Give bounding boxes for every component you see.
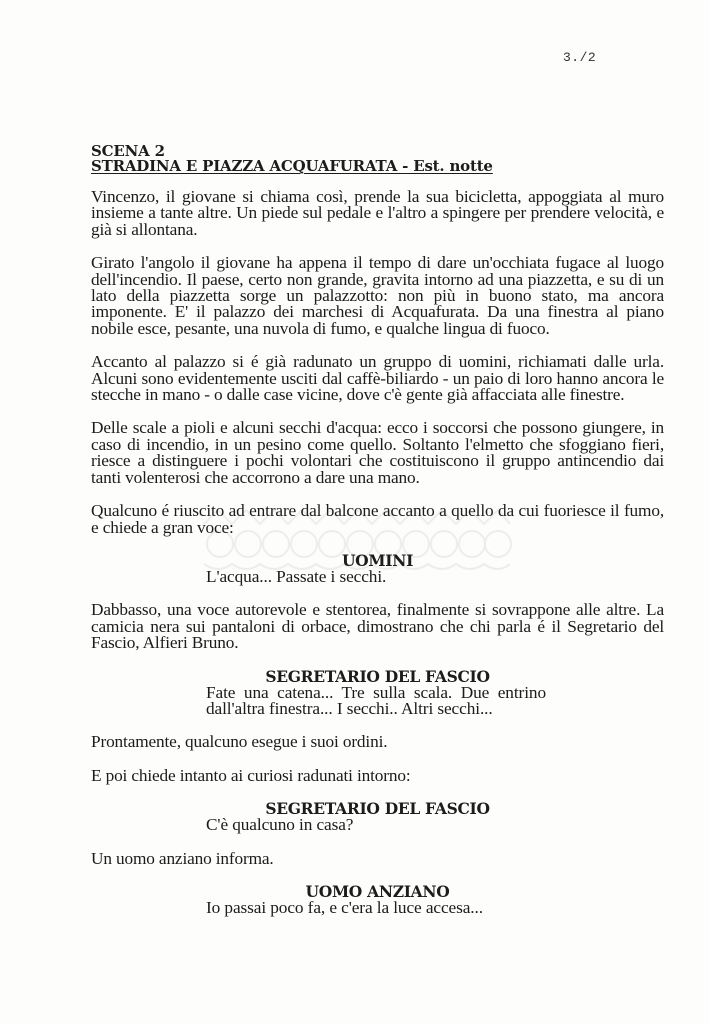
page-number: 3./2 [563,50,597,65]
action-paragraph: Girato l'angolo il giovane ha appena il tempo di dare un'occhiata fugace al luogo dell'incendio. Il paese, certo non grande, gravita intorno ad una piazzetta, e su di un lato della piazzetta sorge un palazzotto: non più in buono stato, ma ancora imponente. E' il palazzo dei marchesi di Acquafurata. Da una finestra al piano nobile esce, pesante, una nuvola di fumo, e qualche lingua di fuoco. [91,253,664,338]
scene-number: SCENA 2 [91,142,165,160]
action-paragraph: Dabbasso, una voce autorevole e stentorea, finalmente si sovrappone alle altre. La camicia nera sui pantaloni di orbace, dimostrano che chi parla é il Segretario del Fascio, Alfieri Bruno. [91,600,664,653]
script-page [91,144,664,916]
scene-slugline: STRADINA E PIAZZA ACQUAFURATA - Est. notte [91,157,493,175]
action-paragraph: Accanto al palazzo si é già radunato un gruppo di uomini, richiamati dalle urla. Alcuni sono evidentemente usciti dal caffè-biliardo - un paio di loro hanno ancora le stecche in mano - o dalle case vicine, dove c'è gente già affacciata alle finestre. [91,352,664,405]
character-name: UOMO ANZIANO [305,881,450,901]
dialogue-line: Fate una catena... Tre sulla scala. Due entrino dall'altra finestra... I secchi.. Altri secchi... [206,682,546,718]
scene-heading [91,144,664,174]
action-paragraph: Un uomo anziano informa. [91,848,274,868]
action-paragraph: Vincenzo, il giovane si chiama così, prende la sua bicicletta, appoggiata al muro insieme a tante altre. Un piede sul pedale e l'altro a spingere per prendere velocità, e già si allontana. [91,187,664,239]
character-name: UOMINI [341,550,414,570]
action-paragraph: Qualcuno é riuscito ad entrare dal balcone accanto a quello da cui fuoriesce il fumo, e chiede a gran voce: [91,501,664,537]
action-paragraph: Prontamente, qualcuno esegue i suoi ordini. [91,732,388,752]
action-paragraph: E poi chiede intanto ai curiosi radunati intorno: [91,765,411,785]
dialogue-line: C'è qualcuno in casa? [206,815,354,835]
action-paragraph: Delle scale a pioli e alcuni secchi d'acqua: ecco i soccorsi che possono giungere, in caso di incendio, in un pesino come quello. Soltanto l'elmetto che sfoggiano fieri, riesce a distinguere i pochi volontari che costituiscono il gruppo antincendio dai tanti volenterosi che accorrono a dare una mano. [91,418,664,487]
character-name: SEGRETARIO DEL FASCIO [265,799,490,819]
dialogue-line: L'acqua... Passate i secchi. [206,566,387,586]
character-name: SEGRETARIO DEL FASCIO [265,666,490,686]
dialogue-line: Io passai poco fa, e c'era la luce accesa... [206,897,483,917]
